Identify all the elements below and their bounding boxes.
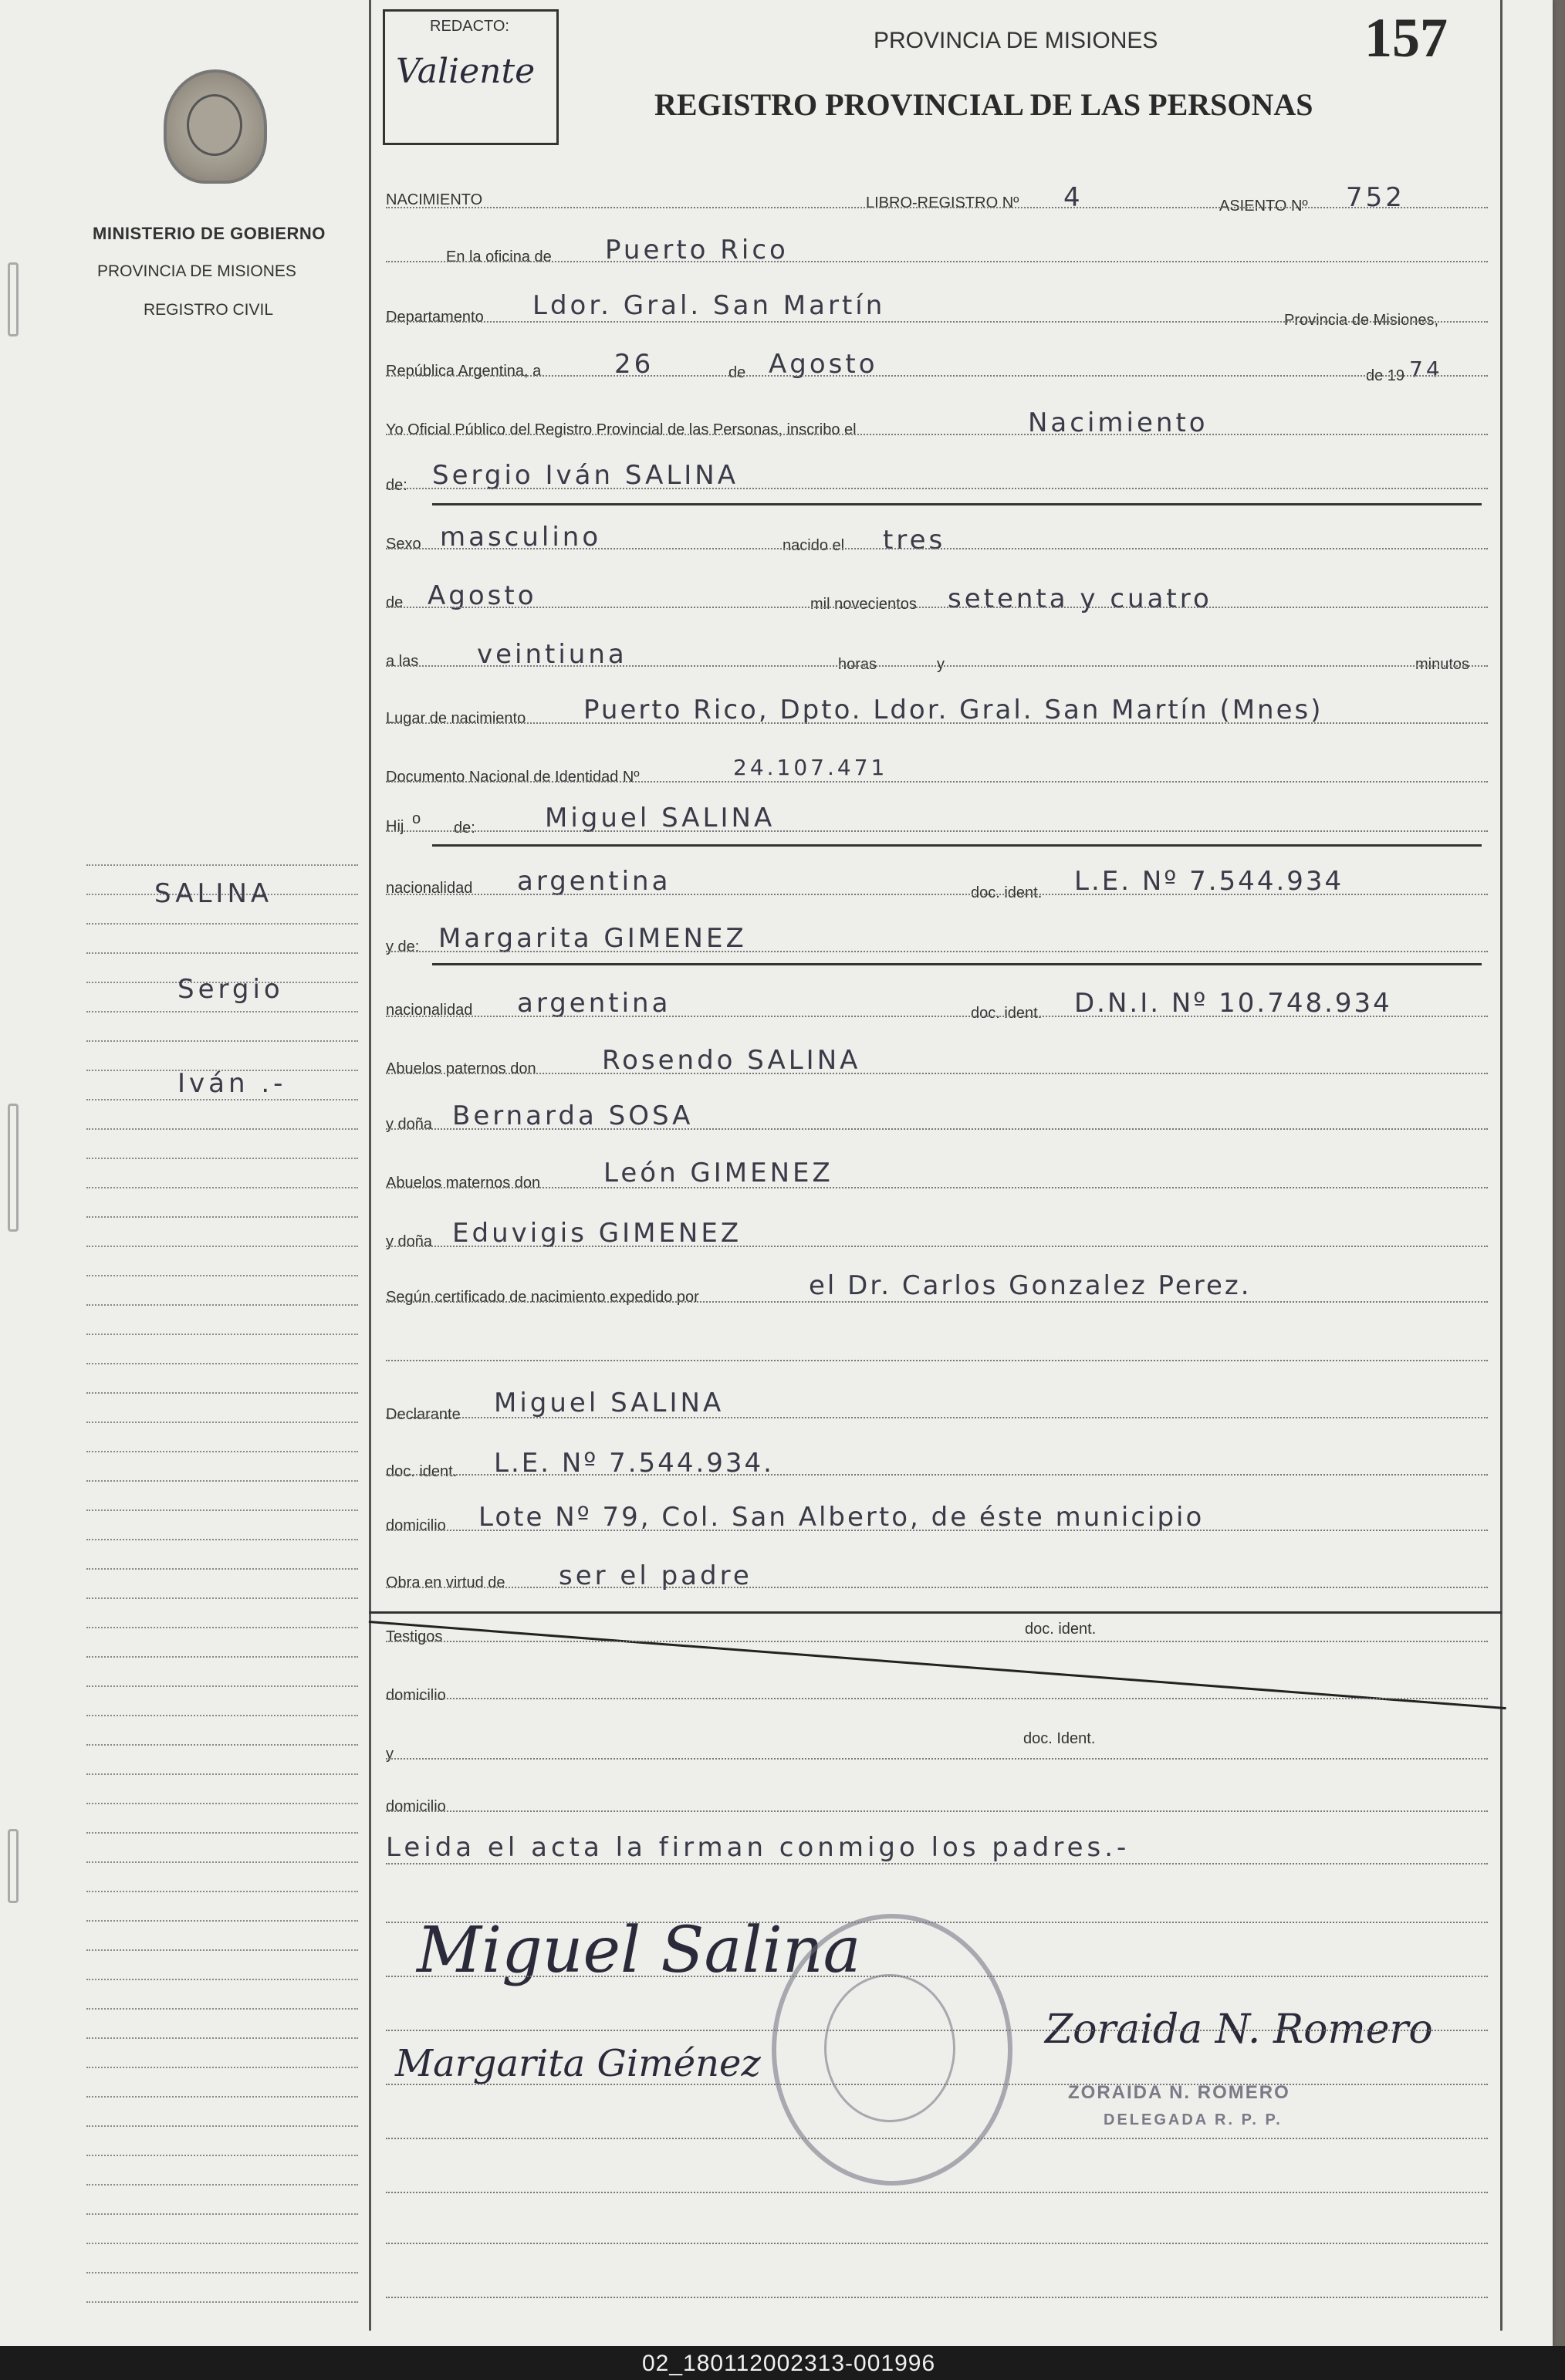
registry-title: REGISTRO PROVINCIAL DE LAS PERSONAS <box>654 87 1313 122</box>
form-dotted-line <box>386 488 1488 489</box>
testigos-label: Testigos <box>386 1628 443 1645</box>
testigo-dom-label-2: domicilio <box>386 1798 446 1815</box>
y-dona-label-2: y doña <box>386 1233 433 1250</box>
stub-dotted-line <box>86 1480 358 1482</box>
form-dotted-line <box>386 1474 1488 1476</box>
testigo-y-label: y <box>386 1746 394 1763</box>
form-dotted-line <box>386 2030 1488 2031</box>
name-underline <box>432 963 1482 965</box>
obra-value: ser el padre <box>559 1560 752 1591</box>
stub-dotted-line <box>86 2272 358 2274</box>
sexo-label: Sexo <box>386 536 421 553</box>
stub-divider <box>369 0 371 2331</box>
stub-dotted-line <box>86 1099 358 1100</box>
ministry-label: MINISTERIO DE GOBIERNO <box>93 224 326 243</box>
stub-surname: SALINA <box>154 878 273 909</box>
stub-dotted-line <box>86 1568 358 1570</box>
asiento-value: 752 <box>1346 182 1405 213</box>
mother-doc-label: doc. ident. <box>971 1005 1043 1022</box>
hour-value: veintiuna <box>477 639 627 670</box>
lugar-label: Lugar de nacimiento <box>386 710 526 727</box>
form-dotted-line <box>386 1128 1488 1130</box>
page-number: 157 <box>1364 7 1448 69</box>
stub-dotted-line <box>86 2067 358 2068</box>
mother-nat-label: nacionalidad <box>386 1002 473 1019</box>
stub-dotted-line <box>86 952 358 954</box>
abuelo-materno: León GIMENEZ <box>603 1158 833 1188</box>
form-dotted-line <box>386 830 1488 832</box>
mother-doc: D.N.I. Nº 10.748.934 <box>1074 988 1392 1019</box>
declarante-value: Miguel SALINA <box>494 1388 725 1418</box>
form-dotted-line <box>386 321 1488 323</box>
stub-dotted-line <box>86 1128 358 1130</box>
abuela-paterna: Bernarda SOSA <box>452 1100 694 1131</box>
y-de-label: y de: <box>386 938 420 955</box>
stub-dotted-line <box>86 1715 358 1716</box>
form-dotted-line <box>386 375 1488 377</box>
hijo-suffix: o <box>412 810 421 827</box>
stub-dotted-line <box>86 1011 358 1013</box>
republica-label: República Argentina, a <box>386 363 542 380</box>
birth-month: Agosto <box>428 580 537 611</box>
form-dotted-line <box>386 781 1488 783</box>
stub-dotted-line <box>86 2037 358 2039</box>
stub-dotted-line <box>86 1656 358 1658</box>
testigos-strike-line <box>369 1621 1506 1709</box>
stub-dotted-line <box>86 2243 358 2244</box>
stub-dotted-line <box>86 1744 358 1746</box>
decl-doc-label: doc. ident. <box>386 1463 458 1480</box>
stub-dotted-line <box>86 1363 358 1364</box>
de-label-2: de: <box>454 820 475 837</box>
provincia-suffix: Provincia de Misiones, <box>1284 312 1439 329</box>
stub-first-name: Sergio <box>177 974 284 1005</box>
stub-dotted-line <box>86 1158 358 1159</box>
libro-value: 4 <box>1063 182 1083 213</box>
a-las-label: a las <box>386 653 419 670</box>
obra-label: Obra en virtud de <box>386 1574 505 1591</box>
form-dotted-line <box>386 1530 1488 1531</box>
binding-thread <box>8 262 19 336</box>
stub-dotted-line <box>86 1627 358 1628</box>
form-dotted-line <box>386 2138 1488 2139</box>
form-dotted-line <box>386 434 1488 435</box>
name-underline <box>432 844 1482 847</box>
stub-dotted-line <box>86 1334 358 1335</box>
archive-footer <box>0 2346 1565 2380</box>
year-value: 74 <box>1409 357 1443 382</box>
abuelo-paterno: Rosendo SALINA <box>602 1045 861 1076</box>
form-dotted-line <box>386 607 1488 608</box>
form-dotted-line <box>386 1301 1488 1303</box>
redacto-box <box>383 9 559 145</box>
stub-dotted-line <box>86 1861 358 1863</box>
departamento-label: Departamento <box>386 309 484 326</box>
stub-dotted-line <box>86 2008 358 2010</box>
form-dotted-line <box>386 951 1488 952</box>
stub-second-name: Iván .- <box>177 1068 287 1099</box>
form-dotted-line <box>386 894 1488 895</box>
dni-value: 24.107.471 <box>733 755 888 780</box>
form-dotted-line <box>386 1073 1488 1074</box>
father-nat-label: nacionalidad <box>386 880 473 897</box>
horas-label: horas <box>838 656 877 673</box>
abuela-materna: Eduvigis GIMENEZ <box>452 1218 742 1249</box>
officer-signature: Zoraida N. Romero <box>1045 2006 1433 2053</box>
form-dotted-line <box>386 2243 1488 2244</box>
stub-dotted-line <box>86 1040 358 1042</box>
declarante-label: Declarante <box>386 1406 461 1423</box>
nacido-label: nacido el <box>782 537 845 554</box>
form-dotted-line <box>386 2297 1488 2298</box>
stub-dotted-line <box>86 1304 358 1306</box>
redacto-signature: Valiente <box>396 52 536 91</box>
stub-dotted-line <box>86 2184 358 2186</box>
right-border <box>1500 0 1502 2331</box>
father-signature: Miguel Salina <box>417 1914 861 1987</box>
stub-dotted-line <box>86 1891 358 1892</box>
form-dotted-line <box>386 1922 1488 1923</box>
form-dotted-line <box>386 2084 1488 2085</box>
de-year-label: de 19 <box>1366 367 1405 384</box>
stub-dotted-line <box>86 1422 358 1423</box>
oficina-value: Puerto Rico <box>605 235 789 265</box>
oficial-text: Yo Oficial Público del Registro Provincial de las Personas, inscribo el <box>386 421 857 438</box>
stub-dotted-line <box>86 1773 358 1775</box>
province-crest-icon <box>164 69 267 184</box>
registry-seal-stamp <box>772 1914 1012 2186</box>
stub-dotted-line <box>86 1275 358 1276</box>
y-label: y <box>937 656 945 673</box>
minutos-label: minutos <box>1415 656 1470 673</box>
de-colon-label: de: <box>386 477 407 494</box>
form-dotted-line <box>386 722 1488 724</box>
stub-dotted-line <box>86 1539 358 1540</box>
y-dona-label: y doña <box>386 1116 433 1133</box>
hijo-label: Hij <box>386 818 404 835</box>
stub-dotted-line <box>86 2125 358 2127</box>
redacto-label: REDACTO: <box>430 18 509 35</box>
form-dotted-line <box>386 1863 1488 1864</box>
father-doc: L.E. Nº 7.544.934 <box>1074 866 1344 897</box>
stub-dotted-line <box>86 1187 358 1188</box>
form-dotted-line <box>386 548 1488 549</box>
mother-signature: Margarita Giménez <box>395 2042 761 2085</box>
form-dotted-line <box>386 1587 1488 1588</box>
father-nationality: argentina <box>517 866 671 897</box>
record-type-label: NACIMIENTO <box>386 191 483 208</box>
form-dotted-line <box>386 207 1488 208</box>
de-month-label: de <box>386 594 404 611</box>
form-dotted-line <box>386 261 1488 262</box>
month-value: Agosto <box>769 349 878 380</box>
libro-label: LIBRO-REGISTRO Nº <box>866 194 1019 211</box>
stub-dotted-line <box>86 2155 358 2156</box>
form-dotted-line <box>386 2192 1488 2193</box>
day-value: 26 <box>614 349 654 380</box>
domicilio-value: Lote Nº 79, Col. San Alberto, de éste municipio <box>478 1502 1205 1533</box>
form-dotted-line <box>386 1187 1488 1188</box>
form-dotted-line <box>386 1246 1488 1247</box>
mil-label: mil novecientos <box>810 596 917 613</box>
section-divider <box>369 1611 1502 1614</box>
stub-dotted-line <box>86 1509 358 1511</box>
certificado-label: Según certificado de nacimiento expedido por <box>386 1289 699 1306</box>
registered-name: Sergio Iván SALINA <box>432 460 739 491</box>
name-underline <box>432 503 1482 505</box>
header-province: PROVINCIA DE MISIONES <box>874 28 1158 53</box>
stub-dotted-line <box>86 1979 358 1980</box>
stub-dotted-line <box>86 1392 358 1394</box>
year-words: setenta y cuatro <box>948 583 1212 614</box>
oficina-label: En la oficina de <box>446 248 552 265</box>
testigo-doc-label-2: doc. Ident. <box>1023 1730 1096 1747</box>
form-dotted-line <box>386 1641 1488 1642</box>
officer-printed-name: ZORAIDA N. ROMERO <box>1068 2082 1290 2103</box>
stub-dotted-line <box>86 1803 358 1804</box>
mother-nationality: argentina <box>517 988 671 1019</box>
stub-dotted-line <box>86 1949 358 1951</box>
lugar-value: Puerto Rico, Dpto. Ldor. Gral. San Martín (Mnes) <box>583 695 1323 725</box>
abuelos-mat-label: Abuelos maternos don <box>386 1175 541 1192</box>
dni-label: Documento Nacional de Identidad Nº <box>386 769 640 786</box>
binding-thread <box>8 1104 19 1232</box>
testigo-doc-label: doc. ident. <box>1025 1621 1097 1638</box>
decl-doc-value: L.E. Nº 7.544.934. <box>494 1448 774 1479</box>
civil-registry-label: REGISTRO CIVIL <box>144 301 274 319</box>
stub-dotted-line <box>86 2301 358 2303</box>
form-dotted-line <box>386 1417 1488 1418</box>
stub-dotted-line <box>86 2213 358 2215</box>
asiento-label: ASIENTO Nº <box>1219 198 1308 215</box>
nacido-value: tres <box>883 525 946 556</box>
testigo-dom-label: domicilio <box>386 1687 446 1704</box>
stub-dotted-line <box>86 864 358 866</box>
mother-name: Margarita GIMENEZ <box>438 923 747 954</box>
stub-dotted-line <box>86 1216 358 1218</box>
father-name: Miguel SALINA <box>545 803 776 833</box>
stub-dotted-line <box>86 1685 358 1687</box>
form-dotted-line <box>386 1810 1488 1812</box>
inscribo-value: Nacimiento <box>1028 407 1208 438</box>
province-label: PROVINCIA DE MISIONES <box>97 262 296 280</box>
father-doc-label: doc. ident. <box>971 884 1043 901</box>
certificado-value: el Dr. Carlos Gonzalez Perez. <box>809 1270 1252 1301</box>
binding-thread <box>8 1829 19 1903</box>
sexo-value: masculino <box>440 522 602 553</box>
form-dotted-line <box>386 665 1488 667</box>
form-dotted-line <box>386 1698 1488 1699</box>
form-dotted-line <box>386 1758 1488 1760</box>
image-id-label: 02_180112002313-001996 <box>642 2351 936 2376</box>
de-label: de <box>728 364 746 381</box>
form-dotted-line <box>386 1016 1488 1017</box>
stub-dotted-line <box>86 1597 358 1599</box>
form-dotted-line <box>386 1360 1488 1361</box>
stub-dotted-line <box>86 923 358 925</box>
stub-dotted-line <box>86 1832 358 1834</box>
stub-dotted-line <box>86 1451 358 1452</box>
domicilio-label: domicilio <box>386 1517 446 1534</box>
abuelos-pat-label: Abuelos paternos don <box>386 1060 536 1077</box>
stub-dotted-line <box>86 2096 358 2098</box>
stub-dotted-line <box>86 1920 358 1922</box>
stub-dotted-line <box>86 1246 358 1247</box>
form-dotted-line <box>386 1976 1488 1977</box>
departamento-value: Ldor. Gral. San Martín <box>532 290 886 321</box>
closing-text: Leida el acta la firman conmigo los padres.- <box>386 1832 1131 1863</box>
officer-title: DELEGADA R. P. P. <box>1104 2111 1283 2128</box>
